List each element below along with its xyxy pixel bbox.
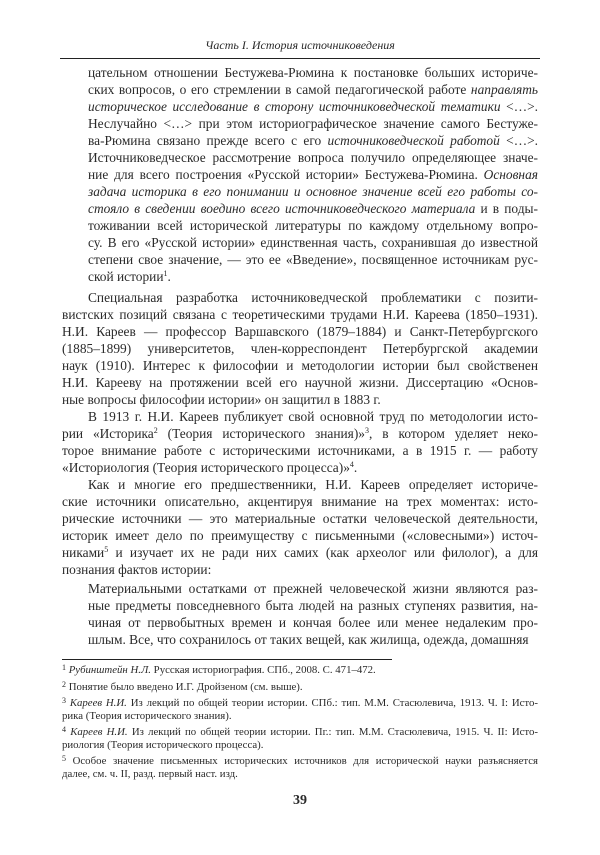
- header-divider: [60, 58, 540, 59]
- text-run: задача историка в его понимании и основное значение всей его работы со-: [88, 184, 538, 199]
- text-line: [62, 408, 538, 425]
- text-line: [62, 697, 538, 710]
- text-line: [62, 340, 538, 357]
- footnotes: [62, 664, 538, 784]
- text-run: Кареев Н.И.: [69, 697, 127, 709]
- text-run: , в котором уделяет неко-: [369, 426, 538, 441]
- text-run: тоживании всей исторической литературы по каждому отдельному вопро-: [88, 218, 538, 233]
- text-line: [88, 166, 538, 183]
- footnote: [62, 697, 538, 722]
- text-run: Неслучайно <…> при этом историографическое значение самого Бестуже-: [88, 116, 538, 131]
- footnote-ref: 2: [153, 426, 158, 435]
- footnote-number: 2: [62, 679, 66, 689]
- text-line: [88, 200, 538, 217]
- text-run: познания фактов истории:: [62, 562, 212, 577]
- text-line: [62, 459, 538, 476]
- text-run: цательном отношении Бестужева-Рюмина к постановке больших историче-: [88, 65, 538, 80]
- text-run: историк имеет дело по преимуществу с письменными («словесными») источ-: [62, 528, 538, 543]
- footnote-number: 1: [62, 663, 66, 672]
- text-run: В 1913 г. Н.И. Кареев публикует свой основной труд по методологии исто-: [88, 409, 538, 424]
- text-run: ва-Рюмина связано прежде всего с его: [88, 133, 328, 148]
- text-run: ные предметы повседневного быта людей на разных ступенях развития, на-: [88, 598, 538, 613]
- footnote: [62, 681, 538, 694]
- text-run: риология (Теория исторического процесса).: [62, 738, 264, 751]
- text-run: Кареев Н.И.: [70, 726, 128, 738]
- text-line: [62, 768, 538, 781]
- text-run: никами: [62, 545, 105, 560]
- footnote-number: 5: [62, 754, 66, 763]
- text-run: Рубинштейн Н.Л.: [68, 664, 151, 676]
- text-line: [88, 268, 538, 285]
- text-run: Понятие было введено И.Г. Дройзеном (см. выше).: [68, 680, 303, 693]
- text-line: [62, 493, 538, 510]
- text-line: [62, 755, 538, 768]
- text-run: степени свое значение, — это ее «Введение», посвященное источникам рус-: [88, 252, 538, 267]
- text-line: [88, 597, 538, 614]
- text-line: [62, 374, 538, 391]
- text-line: [62, 664, 538, 677]
- text-line: [62, 306, 538, 323]
- footnote-number: 3: [62, 696, 66, 705]
- text-run: рии «Историка: [62, 426, 154, 441]
- text-run: ные вопросы философии истории» он защитил в 1883 г.: [62, 392, 381, 407]
- text-line: [88, 234, 538, 251]
- text-run: направлять: [470, 82, 538, 97]
- text-line: [62, 289, 538, 306]
- text-run: и изучает их не ради них самих (как археолог или филолог), а для: [108, 545, 538, 560]
- footnote-ref: 1: [163, 269, 168, 278]
- text-line: [88, 64, 538, 81]
- text-run: рика (Теория исторического знания).: [62, 709, 232, 722]
- text-run: и в поды-: [475, 201, 539, 216]
- text-line: [88, 217, 538, 234]
- text-line: [62, 476, 538, 493]
- text-line: [62, 510, 538, 527]
- text-run: стояло в сведении воедино всего источниковедческого материала: [88, 201, 476, 216]
- text-run: Материальными остатками от прежней человеческой жизни являются раз-: [88, 581, 538, 596]
- text-line: [62, 710, 538, 723]
- text-line: [88, 132, 538, 149]
- text-line: [62, 739, 538, 752]
- text-run: «Историология (Теория исторического процесса)»: [62, 460, 350, 475]
- text-run: Основная: [483, 167, 538, 182]
- text-line: [88, 115, 538, 132]
- text-run: .: [167, 269, 171, 284]
- footnote-divider: [62, 659, 392, 660]
- text-run: далее, см. ч. II, разд. первый наст. изд.: [62, 767, 238, 780]
- text-line: [88, 149, 538, 166]
- text-run: (Теория исторического знания)»: [157, 426, 365, 441]
- text-run: Н.И. Кареев — профессор Варшавского (1879–1884) и Санкт-Петербургского: [62, 324, 538, 339]
- running-header: Часть I. История источниковедения: [205, 38, 395, 52]
- text-line: [62, 681, 538, 694]
- paragraph: [62, 289, 538, 408]
- text-run: наук (1910). Интерес к философии и методологии истории был свойственен: [62, 358, 538, 373]
- text-run: .: [353, 460, 358, 475]
- text-line: [62, 527, 538, 544]
- paragraph: [62, 408, 538, 476]
- text-run: <…>.: [499, 133, 538, 148]
- text-run: вистских позиций связана с теоретическими трудами Н.И. Кареева (1850–1931).: [62, 307, 538, 322]
- text-run: Из лекций по общей теории истории. Пг.: тип. М.М. Стасюлевича, 1915. Ч. II: Исто-: [127, 726, 539, 738]
- text-run: шлым. Все, что сохранилось от таких вещей, как жилища, одежда, домашняя: [88, 632, 529, 647]
- text-run: ские источники описательно, акцентируя внимание на трех моментах: исто-: [62, 494, 538, 509]
- text-line: [62, 544, 538, 561]
- text-run: историческое исследование в сторону источниковедческой тематики: [88, 99, 501, 114]
- text-run: ние для всего построения «Русской истории» Бестужева-Рюмина.: [88, 167, 484, 182]
- text-line: [62, 391, 538, 408]
- body-text: [62, 64, 538, 648]
- text-line: [88, 631, 538, 648]
- block-quote: [88, 64, 538, 285]
- text-run: торое внимание работе с историческими источниками, а в 1915 г. — работу: [62, 443, 538, 458]
- page-number: 39: [293, 793, 307, 808]
- text-line: [88, 614, 538, 631]
- footnote: [62, 755, 538, 780]
- text-run: (1885–1899) университетов, член-корреспондент Петербургской академии: [62, 341, 538, 356]
- text-run: Как и многие его предшественники, Н.И. Кареев определяет историче-: [88, 477, 538, 492]
- text-line: [88, 580, 538, 597]
- footnote-number: 4: [62, 725, 66, 734]
- text-run: ских вопросов, о его стремлении в самой педагогической работе: [88, 82, 471, 97]
- text-line: [62, 357, 538, 374]
- text-run: Специальная разработка источниковедческой проблематики с позити-: [88, 290, 538, 305]
- text-line: [62, 425, 538, 442]
- text-run: су. В его «Русской истории» единственная часть, сохранившая до известной: [88, 235, 538, 250]
- text-run: Русская историография. СПб., 2008. С. 471–472.: [150, 664, 376, 676]
- footnote-ref: 5: [104, 545, 109, 554]
- text-run: ской истории: [88, 269, 164, 284]
- text-line: [88, 81, 538, 98]
- text-line: [88, 98, 538, 115]
- footnote: [62, 726, 538, 751]
- text-run: Из лекций по общей теории истории. СПб.: тип. М.М. Стасюлевича, 1913. Ч. I: Исто-: [126, 697, 539, 709]
- text-line: [62, 726, 538, 739]
- footnote-ref: 4: [349, 460, 354, 469]
- text-line: [88, 183, 538, 200]
- text-line: [62, 561, 538, 578]
- block-quote: [88, 580, 538, 648]
- text-run: источниковедческой работой: [327, 133, 500, 148]
- footnote: [62, 664, 538, 677]
- text-line: [62, 323, 538, 340]
- text-run: Особое значение письменных исторических источников для исторической науки разъясняется: [72, 755, 538, 767]
- footnote-ref: 3: [365, 426, 369, 435]
- text-line: [62, 442, 538, 459]
- text-run: рические источники — это материальные остатки человеческой деятельности,: [62, 511, 538, 526]
- text-line: [88, 251, 538, 268]
- text-run: Н.И. Карееву на протяжении всей его научной жизни. Диссертацию «Основ-: [62, 375, 538, 390]
- text-run: Источниковедческое рассмотрение вопроса получило определяющее значе-: [88, 150, 538, 165]
- text-run: <…>.: [500, 99, 538, 114]
- paragraph: [62, 476, 538, 578]
- text-run: чиная от первобытных времен и кончая более или менее недалеким про-: [88, 615, 538, 630]
